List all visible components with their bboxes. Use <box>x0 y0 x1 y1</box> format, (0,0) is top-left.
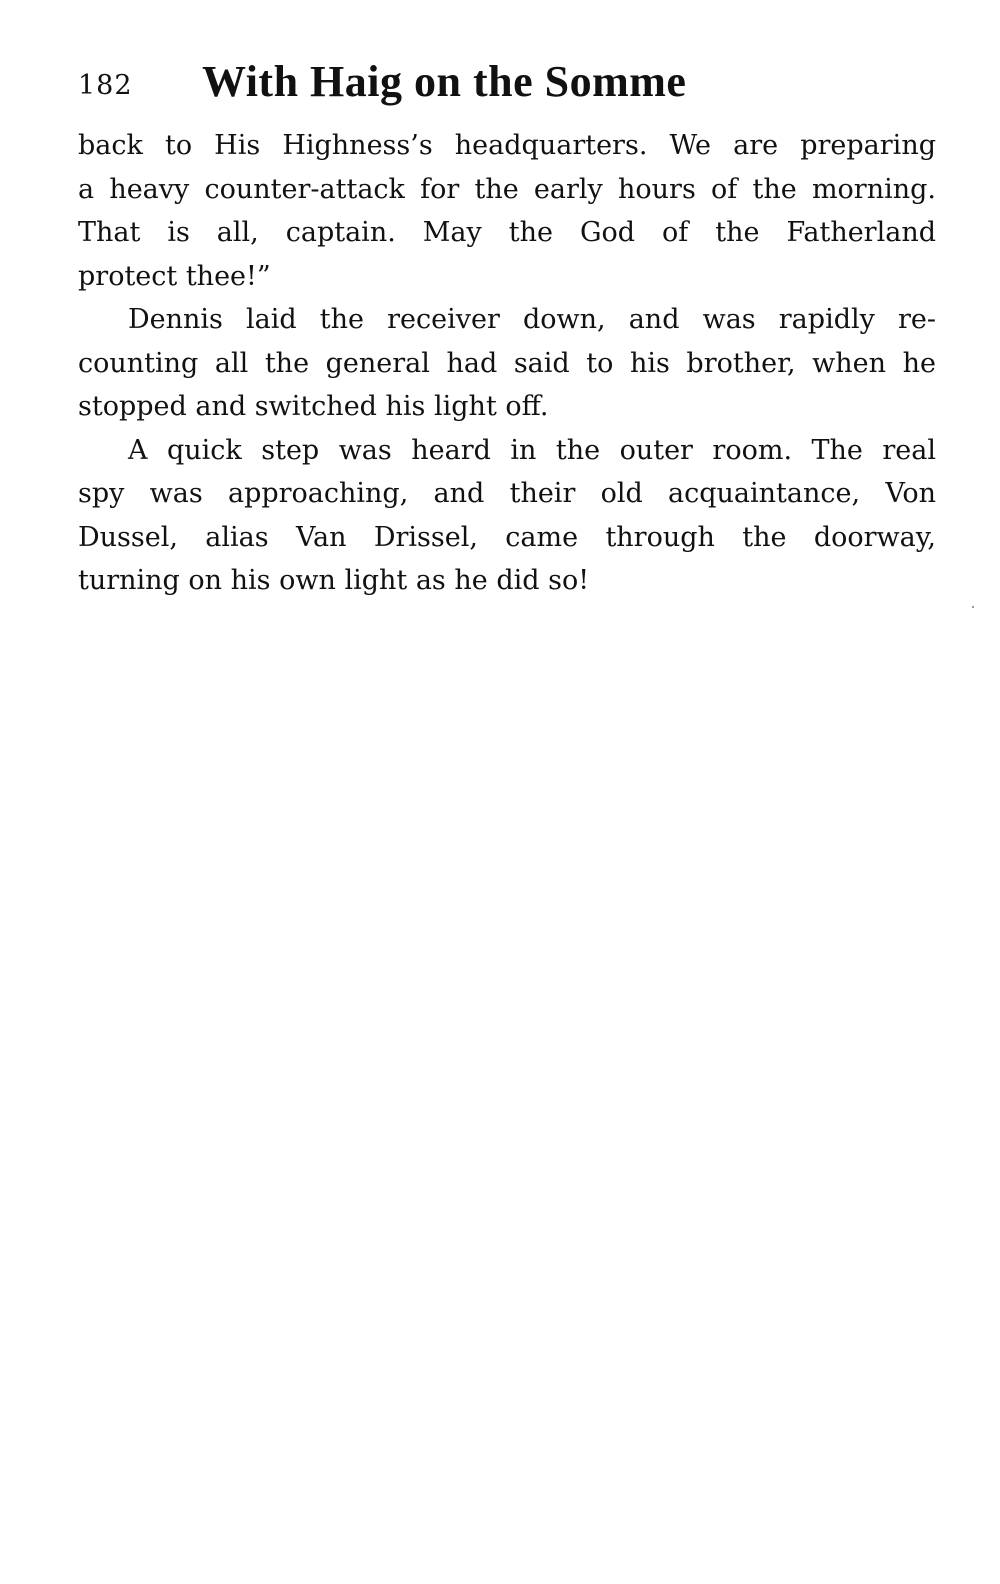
page-header <box>78 56 938 116</box>
paragraph <box>78 124 936 298</box>
text-line: protect thee!” <box>78 260 271 292</box>
text-line: turning on his own light as he did so! <box>78 565 590 596</box>
text-line: spy was approaching, and their old acquaintance, Von <box>78 478 936 509</box>
text-line: a heavy counter-attack for the early hours of the morning. <box>78 173 936 205</box>
paragraph <box>78 298 936 429</box>
paragraph <box>78 429 936 603</box>
scan-speck <box>972 606 974 608</box>
page-number: 182 <box>78 70 133 101</box>
text-line: back to His Highness’s headquarters. We are preparing <box>78 130 936 161</box>
text-line: Dennis laid the receiver down, and was rapidly re- <box>128 304 936 335</box>
text-line: Dussel, alias Van Drissel, came through the doorway, <box>78 521 936 553</box>
text-line: A quick step was heard in the outer room. The real <box>128 434 936 466</box>
text-line: stopped and switched his light off. <box>78 391 549 422</box>
body-text <box>78 124 936 603</box>
running-title: With Haig on the Somme <box>202 57 687 106</box>
text-line: That is all, captain. May the God of the Fatherland <box>78 217 936 248</box>
text-line: counting all the general had said to his brother, when he <box>78 347 936 379</box>
